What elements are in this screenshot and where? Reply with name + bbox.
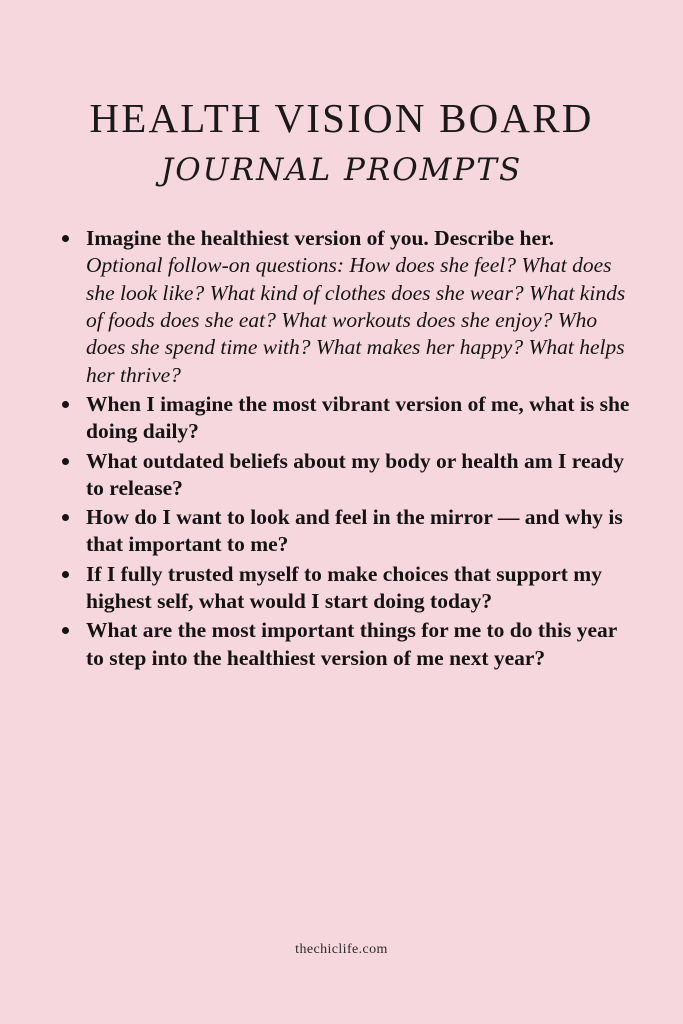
prompt-main: What outdated beliefs about my body or health am I ready to release? xyxy=(86,448,624,500)
prompt-main: When I imagine the most vibrant version of me, what is she doing daily? xyxy=(86,391,630,444)
list-item xyxy=(52,225,631,389)
poster-header xyxy=(0,0,683,187)
list-item xyxy=(52,448,631,503)
page-title: HEALTH VISION BOARD xyxy=(89,95,594,141)
page-subtitle: JOURNAL PROMPTS xyxy=(160,152,523,189)
prompt-main: What are the most important things for me to do this year to step into the healthiest version of me next year? xyxy=(86,618,617,670)
prompt-main: Imagine the healthiest version of you. Describe her. xyxy=(86,226,554,251)
prompt-sub: Optional follow-on questions: How does she feel? What does she look like? What kind of clothes does she wear? What kinds of foods does she eat? What workouts does she enjoy? Who does she spend time with? What makes her happy? What helps her thrive? xyxy=(86,253,626,387)
list-item xyxy=(52,617,631,672)
prompt-list xyxy=(52,225,631,674)
list-item xyxy=(52,504,631,559)
prompt-main: If I fully trusted myself to make choices that support my highest self, what would I start doing today? xyxy=(86,561,602,614)
list-item xyxy=(52,391,631,446)
prompt-main: How do I want to look and feel in the mirror — and why is that important to me? xyxy=(86,505,623,557)
list-item xyxy=(52,561,631,616)
footer-credit: thechiclife.com xyxy=(295,942,388,957)
